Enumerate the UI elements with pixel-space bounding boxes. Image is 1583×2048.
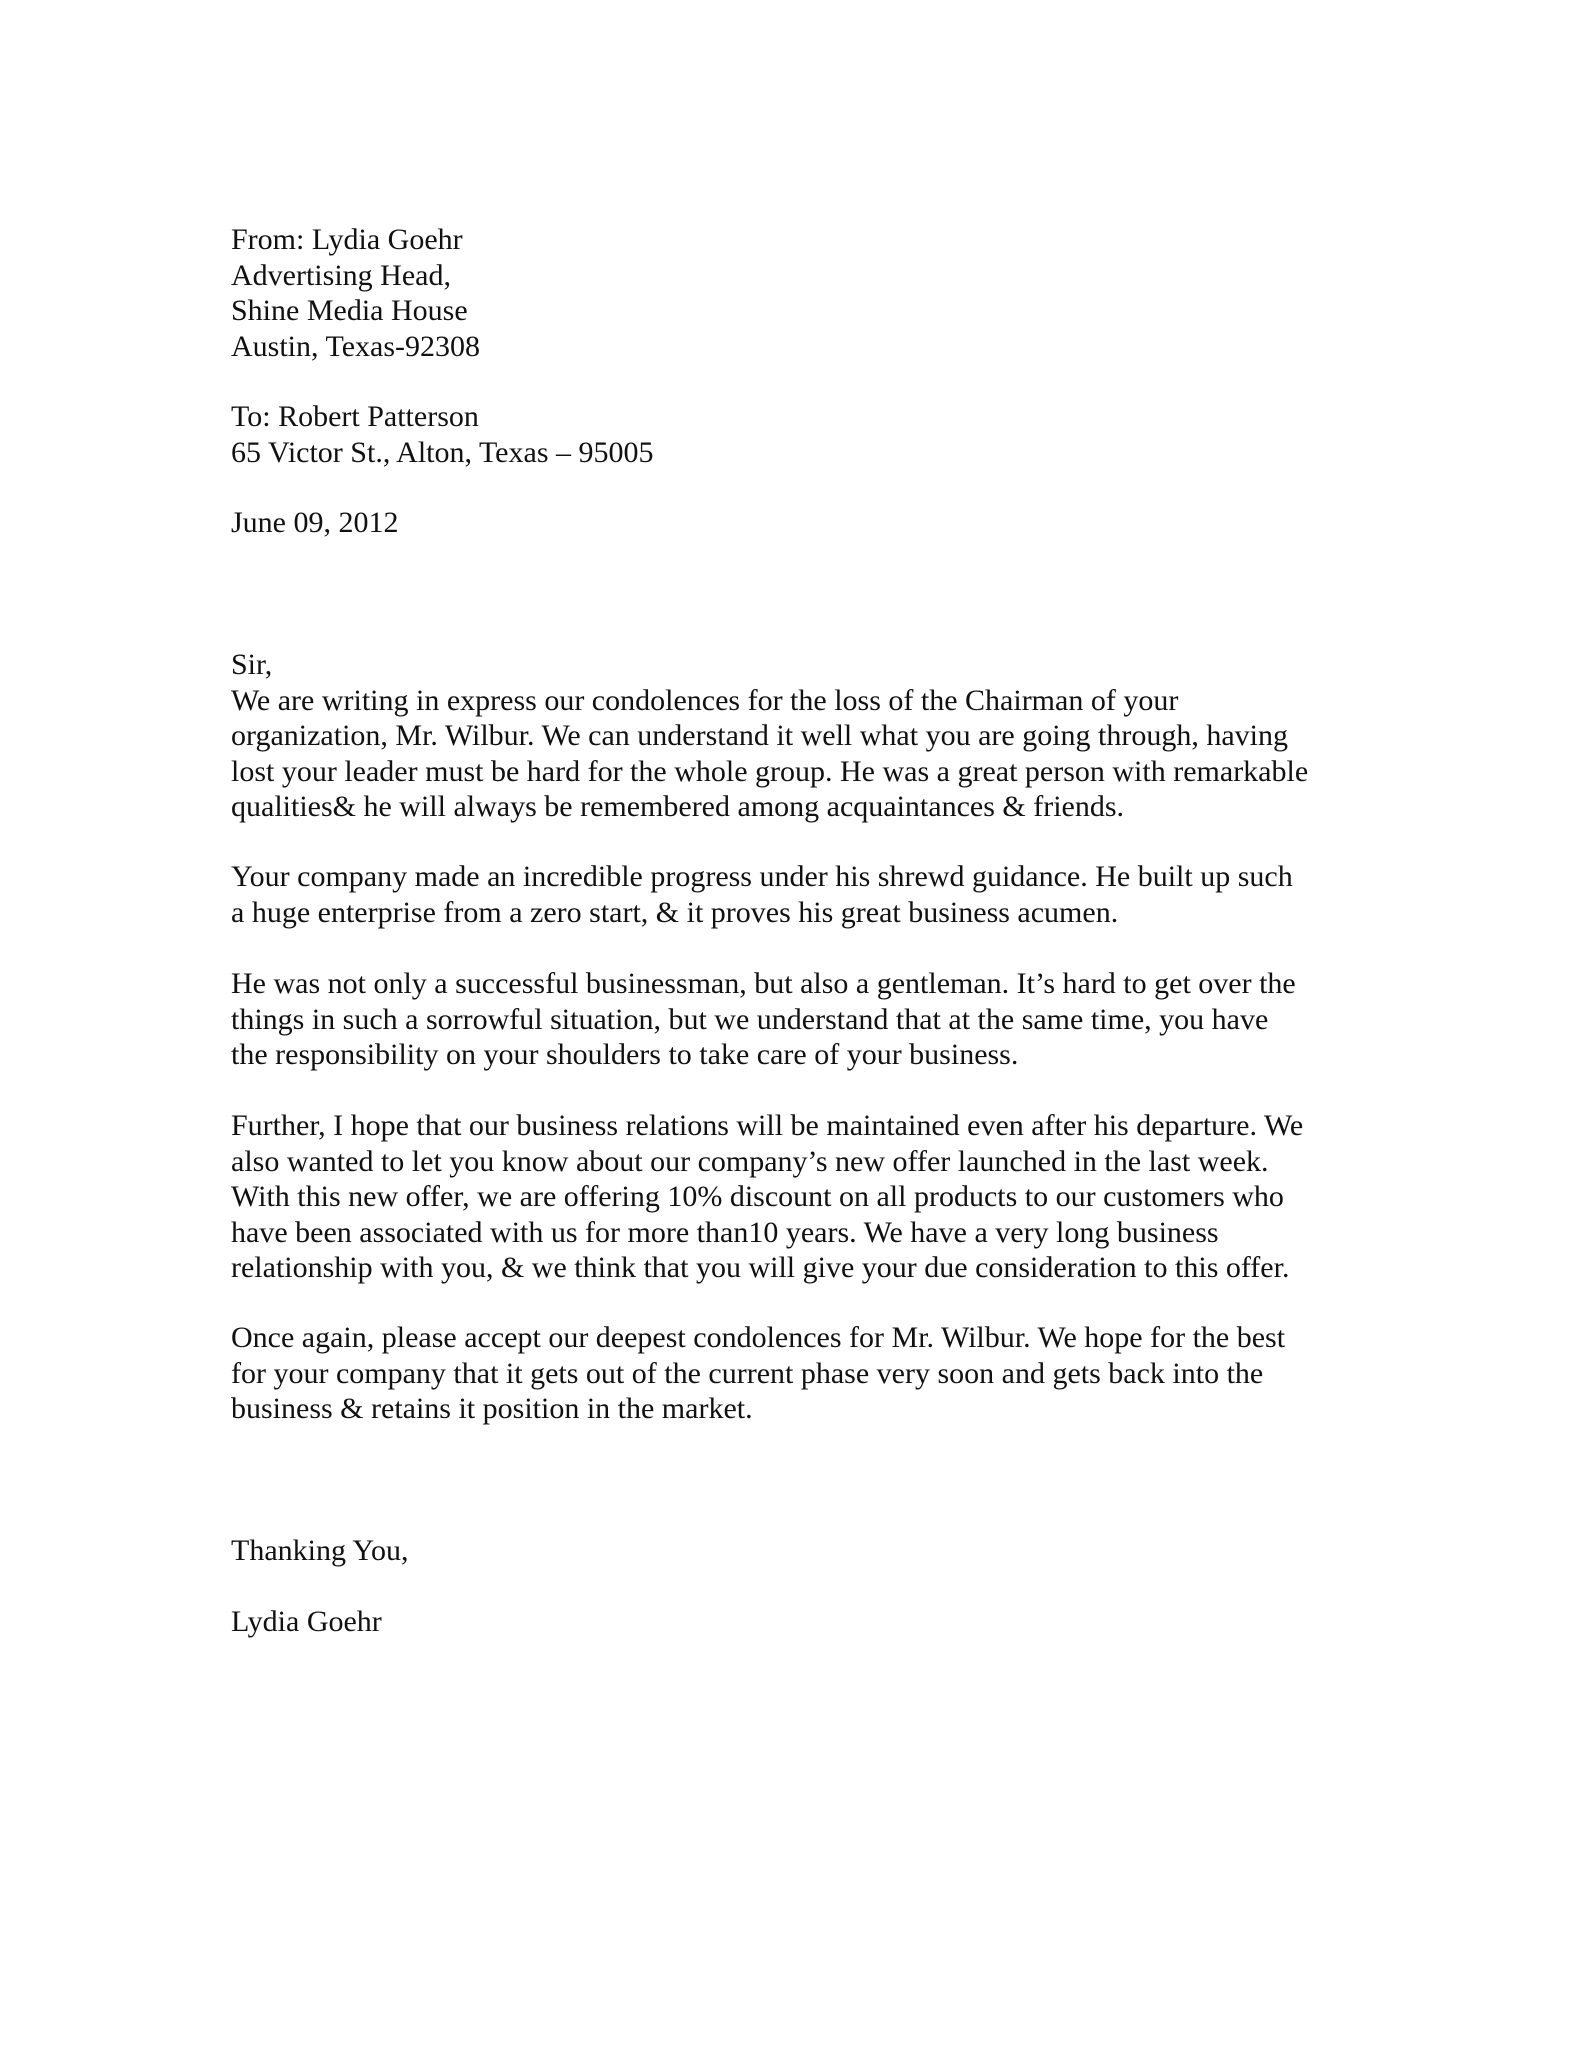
paragraph-line: also wanted to let you know about our company’s new offer launched in the last week.	[231, 1144, 1269, 1178]
paragraph-line: We are writing in express our condolences for the loss of the Chairman of your	[231, 683, 1179, 717]
body-paragraph-4	[231, 1108, 1303, 1286]
paragraph-line: Your company made an incredible progress under his shrewd guidance. He built up such	[231, 860, 1293, 893]
paragraph-line: business & retains it position in the market.	[231, 1392, 753, 1425]
paragraph-line: organization, Mr. Wilbur. We can understand it well what you are going through, having	[231, 719, 1289, 752]
body-paragraph-3	[231, 966, 1296, 1073]
sender-city: Austin, Texas-92308	[231, 329, 480, 363]
to-line: To: Robert Patterson	[231, 400, 479, 433]
letter-date: June 09, 2012	[231, 506, 399, 539]
from-line: From: Lydia Goehr	[231, 223, 463, 256]
paragraph-line: for your company that it gets out of the current phase very soon and gets back into the	[231, 1356, 1264, 1390]
paragraph-line: lost your leader must be hard for the whole group. He was a great person with remarkable	[231, 754, 1309, 788]
paragraph-line: a huge enterprise from a zero start, & it proves his great business acumen.	[231, 895, 1119, 929]
body-paragraph-5	[231, 1320, 1285, 1427]
paragraph-line: Further, I hope that our business relations will be maintained even after his departure. We	[231, 1109, 1304, 1142]
sender-block	[231, 222, 480, 364]
paragraph-line: things in such a sorrowful situation, but we understand that at the same time, you have	[231, 1002, 1269, 1036]
paragraph-line: the responsibility on your shoulders to take care of your business.	[231, 1038, 1019, 1071]
recipient-block	[231, 399, 654, 470]
recipient-address: 65 Victor St., Alton, Texas – 95005	[231, 435, 654, 469]
body-paragraph-2	[231, 859, 1293, 930]
paragraph-line: Once again, please accept our deepest condolences for Mr. Wilbur. We hope for the best	[231, 1321, 1286, 1354]
salutation: Sir,	[231, 648, 273, 681]
paragraph-line: relationship with you, & we think that you will give your due consideration to this offer.	[231, 1251, 1290, 1284]
closing: Thanking You,	[231, 1534, 409, 1567]
sender-title: Advertising Head,	[231, 258, 451, 292]
signature-name: Lydia Goehr	[231, 1605, 382, 1638]
sender-company: Shine Media House	[231, 294, 468, 327]
body-paragraph-1	[231, 647, 1308, 825]
paragraph-line: have been associated with us for more than10 years. We have a very long business	[231, 1215, 1219, 1249]
paragraph-line: qualities& he will always be remembered among acquaintances & friends.	[231, 790, 1125, 823]
paragraph-line: He was not only a successful businessman, but also a gentleman. It’s hard to get over the	[231, 967, 1296, 1000]
paragraph-line: With this new offer, we are offering 10% discount on all products to our customers who	[231, 1180, 1284, 1213]
